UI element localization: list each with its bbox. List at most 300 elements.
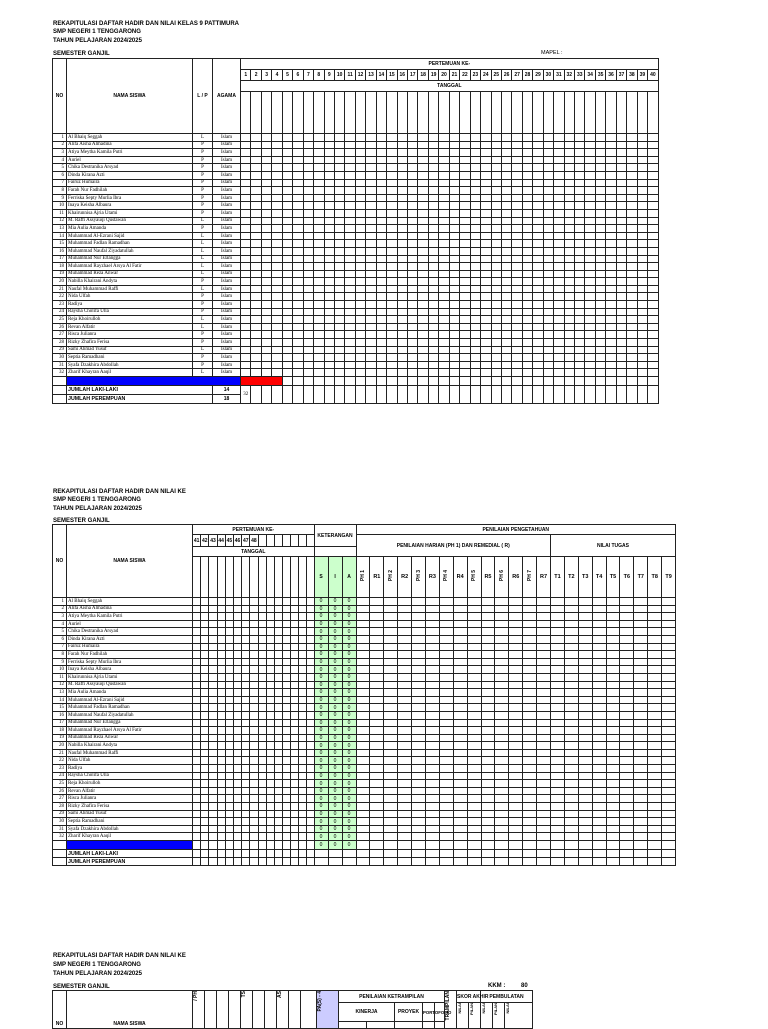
attendance-cell[interactable] [314, 202, 324, 210]
attendance-cell[interactable] [314, 187, 324, 195]
attendance-cell[interactable] [217, 833, 225, 841]
grade-cell[interactable] [398, 734, 412, 742]
attendance-cell[interactable] [501, 209, 511, 217]
grade-cell[interactable] [537, 673, 551, 681]
attendance-cell[interactable] [298, 795, 306, 803]
attendance-cell[interactable] [193, 742, 201, 750]
grade-cell[interactable] [481, 818, 495, 826]
grade-cell[interactable] [453, 810, 467, 818]
grade-cell[interactable] [634, 666, 648, 674]
attendance-cell[interactable] [575, 331, 585, 339]
grade-cell[interactable] [467, 613, 481, 621]
attendance-cell[interactable] [201, 681, 209, 689]
attendance-cell[interactable] [491, 285, 501, 293]
grade-cell[interactable] [550, 719, 564, 727]
grade-cell[interactable] [550, 598, 564, 606]
grade-cell[interactable] [425, 605, 439, 613]
attendance-cell[interactable] [491, 171, 501, 179]
attendance-cell[interactable] [637, 316, 647, 324]
grade-cell[interactable] [412, 643, 426, 651]
grade-cell[interactable] [620, 666, 634, 674]
grade-cell[interactable] [564, 605, 578, 613]
attendance-cell[interactable] [250, 742, 258, 750]
date-cell[interactable] [282, 557, 290, 598]
attendance-cell[interactable] [225, 787, 233, 795]
attendance-cell[interactable] [282, 209, 292, 217]
grade-cell[interactable] [425, 689, 439, 697]
attendance-cell[interactable] [303, 240, 313, 248]
attendance-cell[interactable] [324, 278, 334, 286]
attendance-cell[interactable] [261, 134, 271, 142]
attendance-cell[interactable] [345, 247, 355, 255]
grade-cell[interactable] [193, 850, 201, 858]
attendance-cell[interactable] [272, 202, 282, 210]
grade-cell[interactable] [342, 850, 356, 858]
attendance-cell[interactable] [376, 240, 386, 248]
attendance-cell[interactable] [627, 323, 637, 331]
grade-cell[interactable] [537, 749, 551, 757]
attendance-cell[interactable] [217, 666, 225, 674]
attendance-cell[interactable] [501, 369, 511, 377]
attendance-cell[interactable] [282, 620, 290, 628]
attendance-cell[interactable] [418, 354, 428, 362]
attendance-cell[interactable] [290, 711, 298, 719]
grade-cell[interactable] [523, 825, 537, 833]
grade-cell[interactable] [425, 628, 439, 636]
attendance-cell[interactable] [366, 346, 376, 354]
date-cell[interactable] [225, 557, 233, 598]
attendance-cell[interactable] [193, 803, 201, 811]
attendance-cell[interactable] [201, 635, 209, 643]
grade-cell[interactable] [412, 696, 426, 704]
attendance-cell[interactable] [554, 377, 564, 386]
attendance-cell[interactable] [554, 369, 564, 377]
attendance-cell[interactable] [501, 164, 511, 172]
attendance-cell[interactable] [324, 134, 334, 142]
attendance-cell[interactable] [564, 386, 574, 404]
attendance-cell[interactable] [324, 339, 334, 347]
attendance-cell[interactable] [272, 293, 282, 301]
grade-cell[interactable] [662, 635, 676, 643]
attendance-cell[interactable] [266, 666, 274, 674]
attendance-cell[interactable] [290, 787, 298, 795]
grade-cell[interactable] [370, 620, 384, 628]
attendance-cell[interactable] [408, 339, 418, 347]
attendance-cell[interactable] [470, 263, 480, 271]
grade-cell[interactable] [523, 681, 537, 689]
grade-cell[interactable] [384, 787, 398, 795]
grade-cell[interactable] [620, 810, 634, 818]
attendance-cell[interactable] [290, 704, 298, 712]
attendance-cell[interactable] [606, 331, 616, 339]
attendance-cell[interactable] [606, 202, 616, 210]
attendance-cell[interactable] [201, 658, 209, 666]
attendance-cell[interactable] [418, 171, 428, 179]
grade-cell[interactable] [439, 689, 453, 697]
grade-cell[interactable] [370, 689, 384, 697]
attendance-cell[interactable] [242, 833, 250, 841]
attendance-cell[interactable] [522, 369, 532, 377]
attendance-cell[interactable] [616, 316, 626, 324]
date-cell[interactable] [449, 92, 459, 134]
attendance-cell[interactable] [554, 293, 564, 301]
attendance-cell[interactable] [522, 149, 532, 157]
grade-cell[interactable] [564, 833, 578, 841]
grade-cell[interactable] [648, 651, 662, 659]
attendance-cell[interactable] [290, 681, 298, 689]
date-cell[interactable] [314, 92, 324, 134]
attendance-cell[interactable] [428, 301, 438, 309]
attendance-cell[interactable] [564, 209, 574, 217]
attendance-cell[interactable] [397, 134, 407, 142]
attendance-cell[interactable] [533, 134, 543, 142]
attendance-cell[interactable] [439, 278, 449, 286]
grade-cell[interactable] [258, 850, 266, 858]
grade-cell[interactable] [634, 643, 648, 651]
attendance-cell[interactable] [637, 232, 647, 240]
attendance-cell[interactable] [397, 225, 407, 233]
attendance-cell[interactable] [306, 734, 314, 742]
grade-cell[interactable] [634, 780, 648, 788]
attendance-cell[interactable] [293, 209, 303, 217]
attendance-cell[interactable] [481, 217, 491, 225]
attendance-cell[interactable] [293, 331, 303, 339]
attendance-cell[interactable] [233, 651, 241, 659]
grade-cell[interactable] [537, 772, 551, 780]
grade-cell[interactable] [370, 833, 384, 841]
attendance-cell[interactable] [306, 727, 314, 735]
attendance-cell[interactable] [627, 270, 637, 278]
attendance-cell[interactable] [627, 134, 637, 142]
grade-cell[interactable] [481, 787, 495, 795]
attendance-cell[interactable] [266, 628, 274, 636]
attendance-cell[interactable] [293, 187, 303, 195]
attendance-cell[interactable] [334, 141, 344, 149]
date-cell[interactable] [298, 557, 306, 598]
attendance-cell[interactable] [345, 308, 355, 316]
attendance-cell[interactable] [554, 149, 564, 157]
attendance-cell[interactable] [522, 141, 532, 149]
attendance-cell[interactable] [366, 187, 376, 195]
attendance-cell[interactable] [233, 795, 241, 803]
attendance-cell[interactable] [460, 278, 470, 286]
attendance-cell[interactable] [449, 202, 459, 210]
grade-cell[interactable] [523, 833, 537, 841]
attendance-cell[interactable] [585, 194, 595, 202]
grade-cell[interactable] [425, 666, 439, 674]
attendance-cell[interactable] [575, 141, 585, 149]
grade-cell[interactable] [290, 858, 298, 866]
date-cell[interactable] [282, 92, 292, 134]
attendance-cell[interactable] [522, 187, 532, 195]
grade-cell[interactable] [453, 780, 467, 788]
grade-cell[interactable] [509, 810, 523, 818]
attendance-cell[interactable] [258, 780, 266, 788]
attendance-cell[interactable] [491, 386, 501, 404]
grade-cell[interactable] [509, 795, 523, 803]
attendance-cell[interactable] [241, 301, 251, 309]
attendance-cell[interactable] [387, 187, 397, 195]
attendance-cell[interactable] [217, 825, 225, 833]
attendance-cell[interactable] [595, 202, 605, 210]
grade-cell[interactable] [439, 787, 453, 795]
grade-cell[interactable] [620, 628, 634, 636]
attendance-cell[interactable] [266, 613, 274, 621]
date-cell[interactable] [209, 557, 217, 598]
attendance-cell[interactable] [595, 278, 605, 286]
attendance-cell[interactable] [595, 308, 605, 316]
attendance-cell[interactable] [217, 681, 225, 689]
attendance-cell[interactable] [376, 247, 386, 255]
attendance-cell[interactable] [293, 316, 303, 324]
grade-cell[interactable] [648, 598, 662, 606]
attendance-cell[interactable] [585, 141, 595, 149]
attendance-cell[interactable] [242, 689, 250, 697]
attendance-cell[interactable] [242, 704, 250, 712]
attendance-cell[interactable] [512, 194, 522, 202]
attendance-cell[interactable] [637, 361, 647, 369]
grade-cell[interactable] [439, 858, 453, 866]
attendance-cell[interactable] [460, 164, 470, 172]
attendance-cell[interactable] [282, 293, 292, 301]
grade-cell[interactable] [578, 628, 592, 636]
grade-cell[interactable] [550, 727, 564, 735]
attendance-cell[interactable] [324, 202, 334, 210]
grade-cell[interactable] [634, 749, 648, 757]
attendance-cell[interactable] [585, 187, 595, 195]
grade-cell[interactable] [467, 704, 481, 712]
attendance-cell[interactable] [251, 293, 261, 301]
attendance-cell[interactable] [627, 164, 637, 172]
grade-cell[interactable] [537, 818, 551, 826]
date-cell[interactable] [241, 92, 251, 134]
attendance-cell[interactable] [533, 308, 543, 316]
attendance-cell[interactable] [366, 301, 376, 309]
grade-cell[interactable] [467, 818, 481, 826]
grade-cell[interactable] [620, 841, 634, 850]
attendance-cell[interactable] [470, 194, 480, 202]
attendance-cell[interactable] [314, 240, 324, 248]
attendance-cell[interactable] [460, 225, 470, 233]
attendance-cell[interactable] [209, 772, 217, 780]
grade-cell[interactable] [370, 727, 384, 735]
grade-cell[interactable] [467, 841, 481, 850]
attendance-cell[interactable] [648, 278, 659, 286]
grade-cell[interactable] [412, 666, 426, 674]
grade-cell[interactable] [634, 818, 648, 826]
attendance-cell[interactable] [501, 331, 511, 339]
attendance-cell[interactable] [449, 346, 459, 354]
attendance-cell[interactable] [418, 293, 428, 301]
attendance-cell[interactable] [543, 202, 553, 210]
grade-cell[interactable] [564, 711, 578, 719]
attendance-cell[interactable] [418, 156, 428, 164]
attendance-cell[interactable] [428, 209, 438, 217]
attendance-cell[interactable] [606, 179, 616, 187]
attendance-cell[interactable] [491, 202, 501, 210]
grade-cell[interactable] [384, 833, 398, 841]
grade-cell[interactable] [537, 850, 551, 858]
attendance-cell[interactable] [334, 377, 344, 386]
attendance-cell[interactable] [345, 263, 355, 271]
attendance-cell[interactable] [606, 316, 616, 324]
attendance-cell[interactable] [324, 386, 334, 404]
grade-cell[interactable] [384, 711, 398, 719]
attendance-cell[interactable] [266, 780, 274, 788]
attendance-cell[interactable] [201, 825, 209, 833]
grade-cell[interactable] [495, 727, 509, 735]
grade-cell[interactable] [592, 598, 606, 606]
attendance-cell[interactable] [355, 187, 365, 195]
grade-cell[interactable] [592, 719, 606, 727]
grade-cell[interactable] [453, 772, 467, 780]
attendance-cell[interactable] [397, 217, 407, 225]
attendance-cell[interactable] [428, 270, 438, 278]
grade-cell[interactable] [523, 643, 537, 651]
attendance-cell[interactable] [428, 164, 438, 172]
grade-cell[interactable] [412, 742, 426, 750]
attendance-cell[interactable] [303, 339, 313, 347]
grade-cell[interactable] [523, 858, 537, 866]
attendance-cell[interactable] [209, 673, 217, 681]
grade-cell[interactable] [370, 719, 384, 727]
grade-cell[interactable] [398, 681, 412, 689]
grade-cell[interactable] [282, 858, 290, 866]
grade-cell[interactable] [384, 681, 398, 689]
grade-cell[interactable] [592, 628, 606, 636]
attendance-cell[interactable] [250, 757, 258, 765]
grade-cell[interactable] [662, 833, 676, 841]
attendance-cell[interactable] [648, 209, 659, 217]
attendance-cell[interactable] [233, 704, 241, 712]
grade-cell[interactable] [578, 803, 592, 811]
attendance-cell[interactable] [470, 141, 480, 149]
grade-cell[interactable] [648, 787, 662, 795]
attendance-cell[interactable] [272, 164, 282, 172]
attendance-cell[interactable] [233, 628, 241, 636]
grade-cell[interactable] [620, 613, 634, 621]
attendance-cell[interactable] [272, 308, 282, 316]
grade-cell[interactable] [495, 833, 509, 841]
attendance-cell[interactable] [303, 225, 313, 233]
attendance-cell[interactable] [491, 187, 501, 195]
attendance-cell[interactable] [293, 141, 303, 149]
attendance-cell[interactable] [387, 247, 397, 255]
attendance-cell[interactable] [355, 308, 365, 316]
attendance-cell[interactable] [293, 346, 303, 354]
attendance-cell[interactable] [303, 323, 313, 331]
attendance-cell[interactable] [233, 772, 241, 780]
attendance-cell[interactable] [314, 308, 324, 316]
grade-cell[interactable] [384, 628, 398, 636]
attendance-cell[interactable] [201, 742, 209, 750]
attendance-cell[interactable] [606, 240, 616, 248]
grade-cell[interactable] [592, 780, 606, 788]
grade-cell[interactable] [648, 681, 662, 689]
attendance-cell[interactable] [233, 689, 241, 697]
attendance-cell[interactable] [233, 711, 241, 719]
date-cell[interactable] [250, 557, 258, 598]
attendance-cell[interactable] [533, 323, 543, 331]
grade-cell[interactable] [398, 643, 412, 651]
attendance-cell[interactable] [470, 285, 480, 293]
attendance-cell[interactable] [554, 240, 564, 248]
grade-cell[interactable] [356, 810, 370, 818]
grade-cell[interactable] [356, 803, 370, 811]
grade-cell[interactable] [495, 825, 509, 833]
attendance-cell[interactable] [648, 149, 659, 157]
attendance-cell[interactable] [225, 795, 233, 803]
attendance-cell[interactable] [637, 339, 647, 347]
grade-cell[interactable] [523, 818, 537, 826]
grade-cell[interactable] [592, 711, 606, 719]
attendance-cell[interactable] [543, 308, 553, 316]
grade-cell[interactable] [564, 850, 578, 858]
grade-cell[interactable] [606, 749, 620, 757]
grade-cell[interactable] [592, 757, 606, 765]
attendance-cell[interactable] [355, 255, 365, 263]
grade-cell[interactable] [398, 635, 412, 643]
grade-cell[interactable] [467, 620, 481, 628]
attendance-cell[interactable] [334, 361, 344, 369]
attendance-cell[interactable] [298, 704, 306, 712]
attendance-cell[interactable] [616, 171, 626, 179]
attendance-cell[interactable] [282, 803, 290, 811]
attendance-cell[interactable] [272, 361, 282, 369]
grade-cell[interactable] [384, 727, 398, 735]
attendance-cell[interactable] [512, 339, 522, 347]
attendance-cell[interactable] [418, 179, 428, 187]
attendance-cell[interactable] [242, 742, 250, 750]
attendance-cell[interactable] [585, 240, 595, 248]
attendance-cell[interactable] [585, 285, 595, 293]
grade-cell[interactable] [481, 833, 495, 841]
attendance-cell[interactable] [193, 787, 201, 795]
attendance-cell[interactable] [533, 270, 543, 278]
attendance-cell[interactable] [470, 293, 480, 301]
attendance-cell[interactable] [408, 156, 418, 164]
attendance-cell[interactable] [491, 369, 501, 377]
attendance-cell[interactable] [251, 187, 261, 195]
attendance-cell[interactable] [258, 727, 266, 735]
grade-cell[interactable] [606, 772, 620, 780]
grade-cell[interactable] [523, 787, 537, 795]
grade-cell[interactable] [425, 681, 439, 689]
attendance-cell[interactable] [282, 711, 290, 719]
attendance-cell[interactable] [554, 179, 564, 187]
attendance-cell[interactable] [522, 194, 532, 202]
attendance-cell[interactable] [290, 833, 298, 841]
attendance-cell[interactable] [217, 727, 225, 735]
attendance-cell[interactable] [217, 719, 225, 727]
attendance-cell[interactable] [258, 795, 266, 803]
attendance-cell[interactable] [272, 225, 282, 233]
attendance-cell[interactable] [261, 361, 271, 369]
grade-cell[interactable] [342, 858, 356, 866]
attendance-cell[interactable] [298, 696, 306, 704]
grade-cell[interactable] [370, 711, 384, 719]
grade-cell[interactable] [550, 711, 564, 719]
attendance-cell[interactable] [324, 346, 334, 354]
grade-cell[interactable] [648, 825, 662, 833]
attendance-cell[interactable] [258, 841, 266, 850]
attendance-cell[interactable] [241, 232, 251, 240]
grade-cell[interactable] [439, 727, 453, 735]
attendance-cell[interactable] [366, 209, 376, 217]
attendance-cell[interactable] [522, 301, 532, 309]
attendance-cell[interactable] [491, 331, 501, 339]
attendance-cell[interactable] [397, 179, 407, 187]
